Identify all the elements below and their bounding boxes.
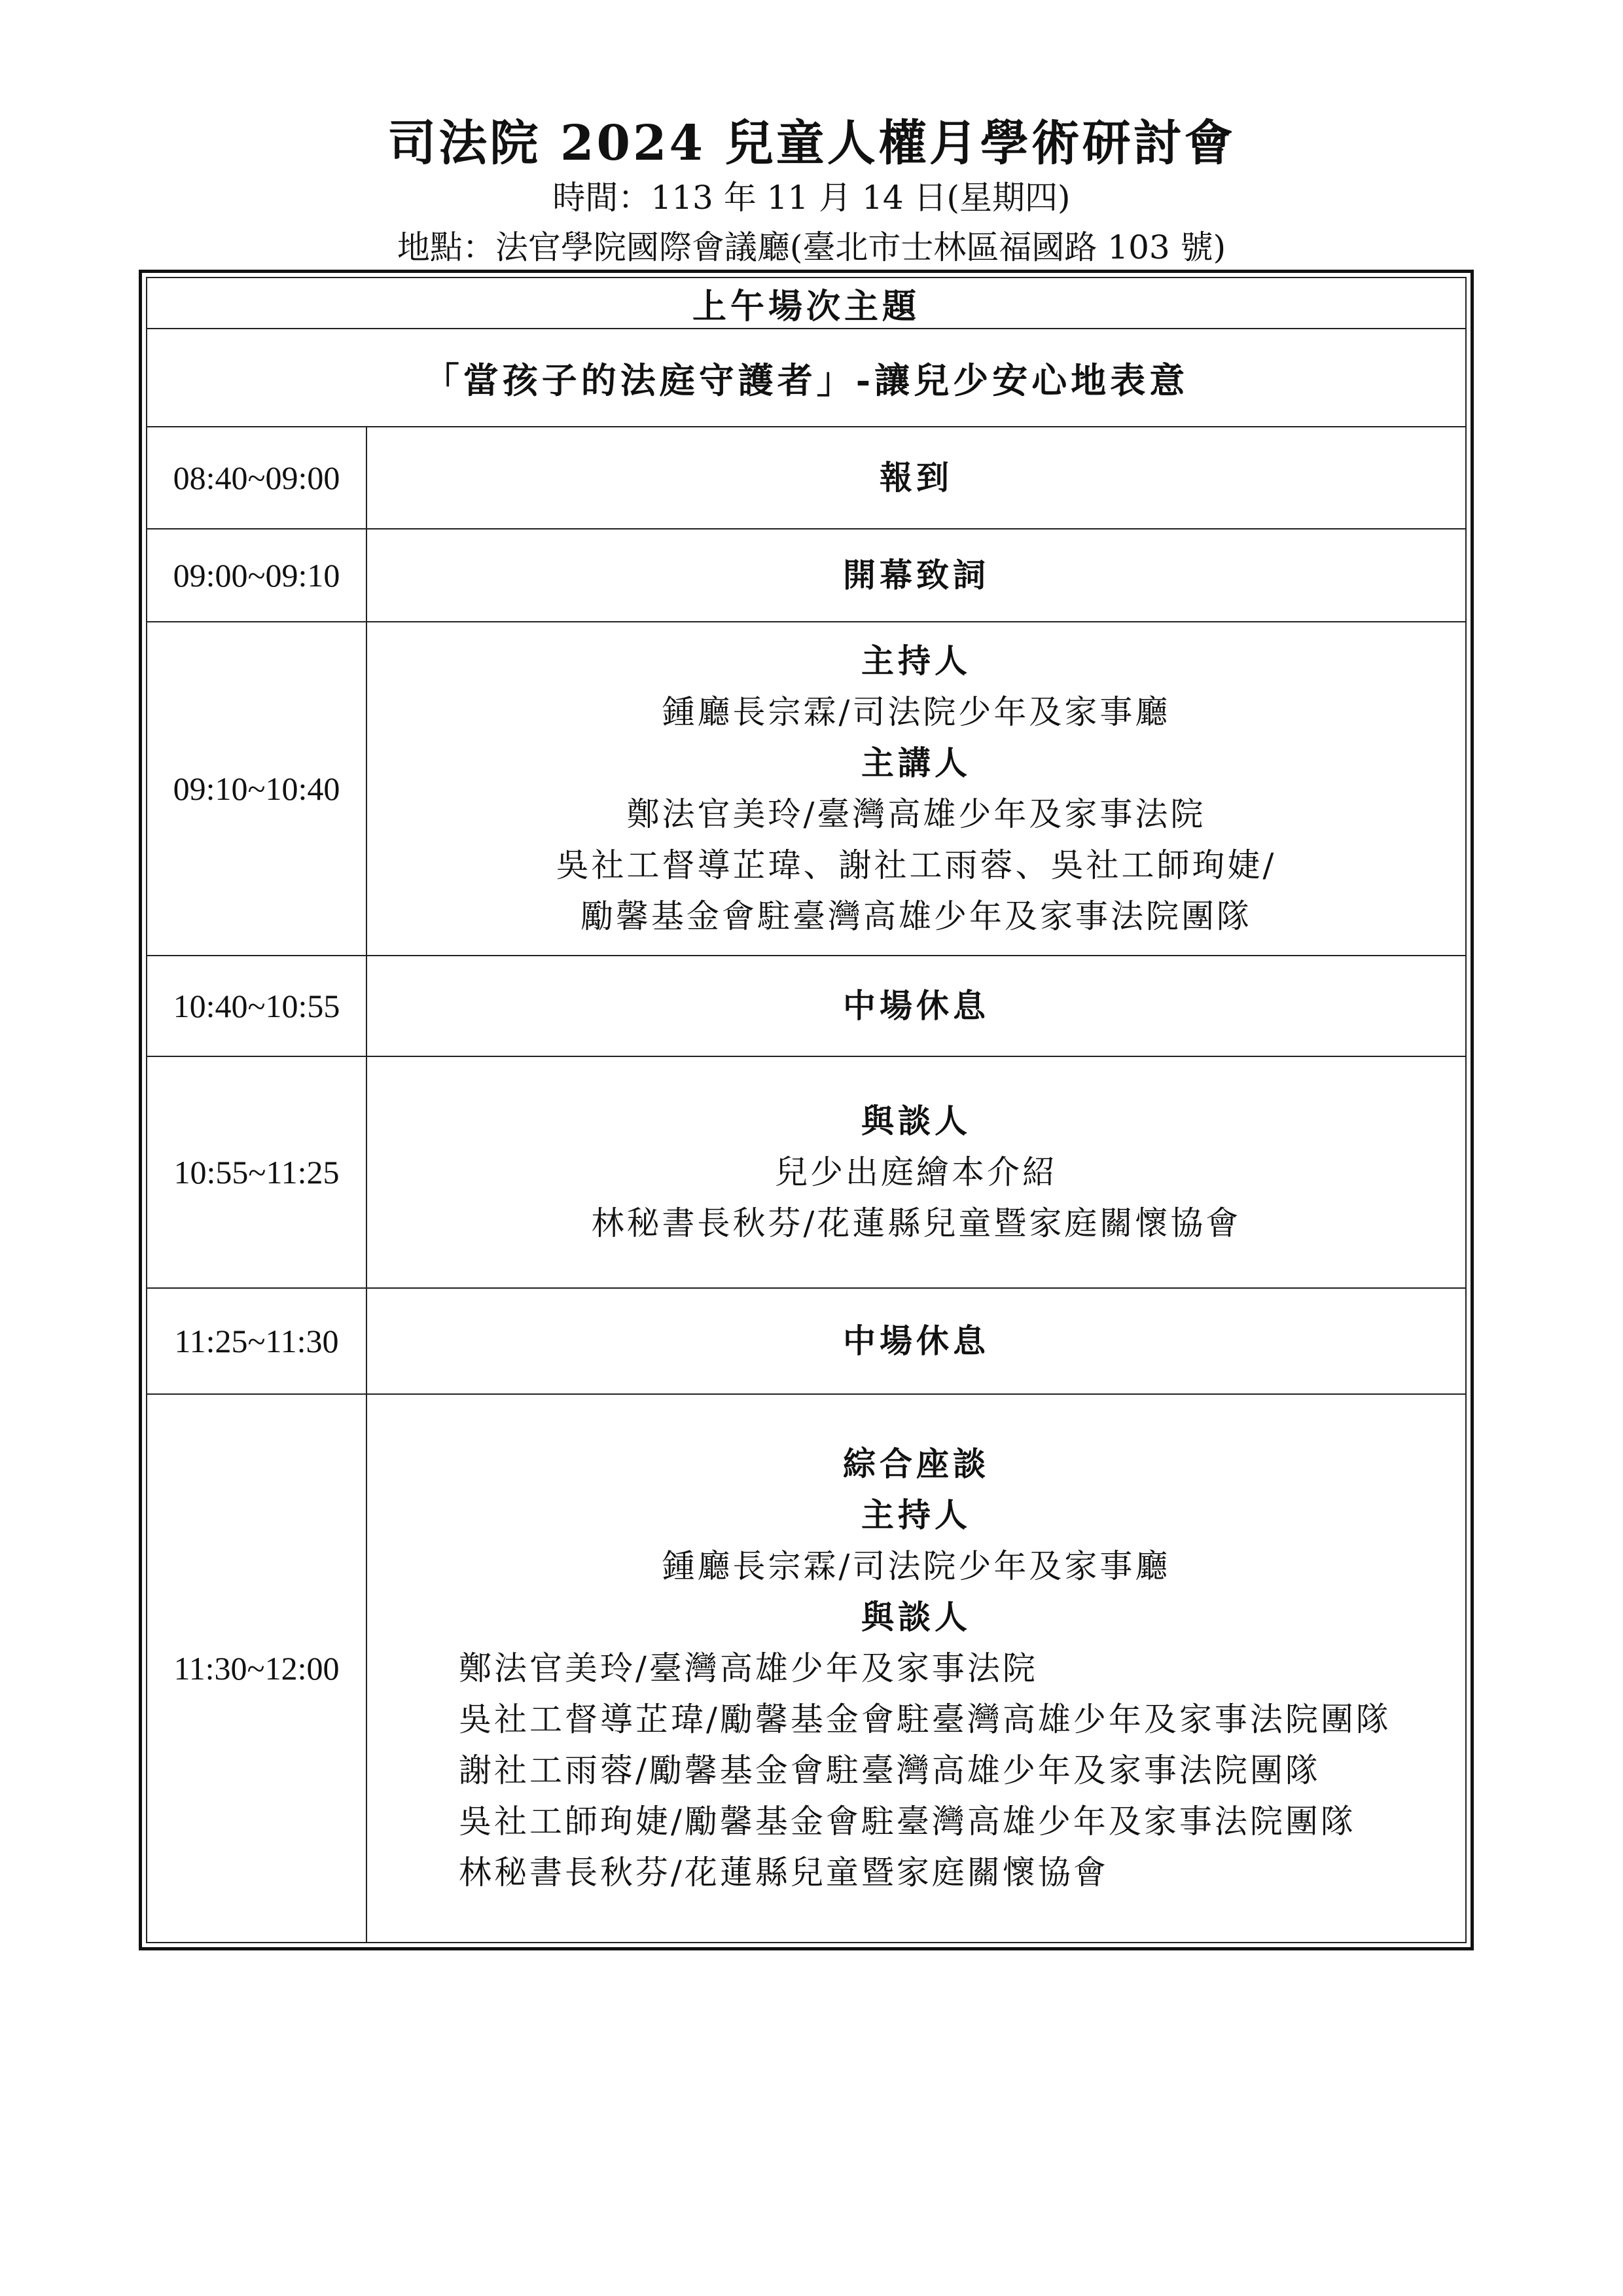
event-time: 時間：113 年 11 月 14 日(星期四) xyxy=(552,179,1071,217)
panelist-line: 謝社工雨蓉/勵馨基金會駐臺灣高雄少年及家事法院團隊 xyxy=(459,1751,1321,1789)
role-label: 主講人 xyxy=(861,744,971,782)
time-slot: 10:40~10:55 xyxy=(147,956,366,1056)
time-slot: 08:40~09:00 xyxy=(147,427,366,529)
speaker-line: 吳社工督導芷瑋、謝社工雨蓉、吳社工師珣婕/ xyxy=(556,846,1277,884)
time-slot: 11:30~12:00 xyxy=(147,1394,366,1943)
speaker-line: 鍾廳長宗霖/司法院少年及家事廳 xyxy=(662,1547,1171,1585)
table-row xyxy=(147,529,1466,622)
table-row xyxy=(147,1288,1466,1394)
agenda-item: 中場休息 xyxy=(366,956,1466,1056)
time-slot: 09:00~09:10 xyxy=(147,529,366,622)
table-row xyxy=(147,622,1466,956)
agenda-item xyxy=(366,1056,1466,1288)
section-title: 上午場次主題 xyxy=(147,278,1466,329)
session-theme: 「當孩子的法庭守護者」-讓兒少安心地表意 xyxy=(147,329,1466,427)
time-slot: 11:25~11:30 xyxy=(147,1288,366,1394)
speaker-line: 兒少出庭繪本介紹 xyxy=(775,1153,1058,1191)
table-row xyxy=(147,278,1466,329)
panelist-line: 林秘書長秋芬/花蓮縣兒童暨家庭關懷協會 xyxy=(459,1854,1109,1892)
speaker-line: 勵馨基金會駐臺灣高雄少年及家事法院團隊 xyxy=(580,897,1252,935)
table-row xyxy=(147,1394,1466,1943)
agenda-item: 報到 xyxy=(366,427,1466,529)
role-label: 綜合座談 xyxy=(843,1444,990,1483)
event-location: 地點：法官學院國際會議廳(臺北市士林區福國路 103 號) xyxy=(397,228,1226,266)
speaker-line: 林秘書長秋芬/花蓮縣兒童暨家庭關懷協會 xyxy=(591,1204,1241,1242)
table-row xyxy=(147,956,1466,1056)
table-row xyxy=(147,427,1466,529)
role-label: 與談人 xyxy=(861,1598,971,1636)
panelist-line: 吳社工師珣婕/勵馨基金會駐臺灣高雄少年及家事法院團隊 xyxy=(459,1803,1356,1840)
time-slot: 09:10~10:40 xyxy=(147,622,366,956)
panelist-line: 鄭法官美玲/臺灣高雄少年及家事法院 xyxy=(459,1649,1038,1687)
time-slot: 10:55~11:25 xyxy=(147,1056,366,1288)
page-title: 司法院 2024 兒童人權月學術研討會 xyxy=(387,115,1236,171)
role-label: 主持人 xyxy=(861,641,971,680)
agenda-item xyxy=(366,1394,1466,1943)
agenda-table xyxy=(146,277,1467,1943)
role-label: 與談人 xyxy=(861,1102,971,1140)
speaker-line: 鄭法官美玲/臺灣高雄少年及家事法院 xyxy=(626,795,1206,833)
agenda-item: 中場休息 xyxy=(366,1288,1466,1394)
panelist-line: 吳社工督導芷瑋/勵馨基金會駐臺灣高雄少年及家事法院團隊 xyxy=(459,1700,1391,1738)
agenda-item xyxy=(366,622,1466,956)
agenda-item: 開幕致詞 xyxy=(366,529,1466,622)
table-row xyxy=(147,1056,1466,1288)
table-row xyxy=(147,329,1466,427)
agenda-frame xyxy=(139,270,1474,1950)
speaker-line: 鍾廳長宗霖/司法院少年及家事廳 xyxy=(662,693,1171,731)
role-label: 主持人 xyxy=(861,1496,971,1534)
